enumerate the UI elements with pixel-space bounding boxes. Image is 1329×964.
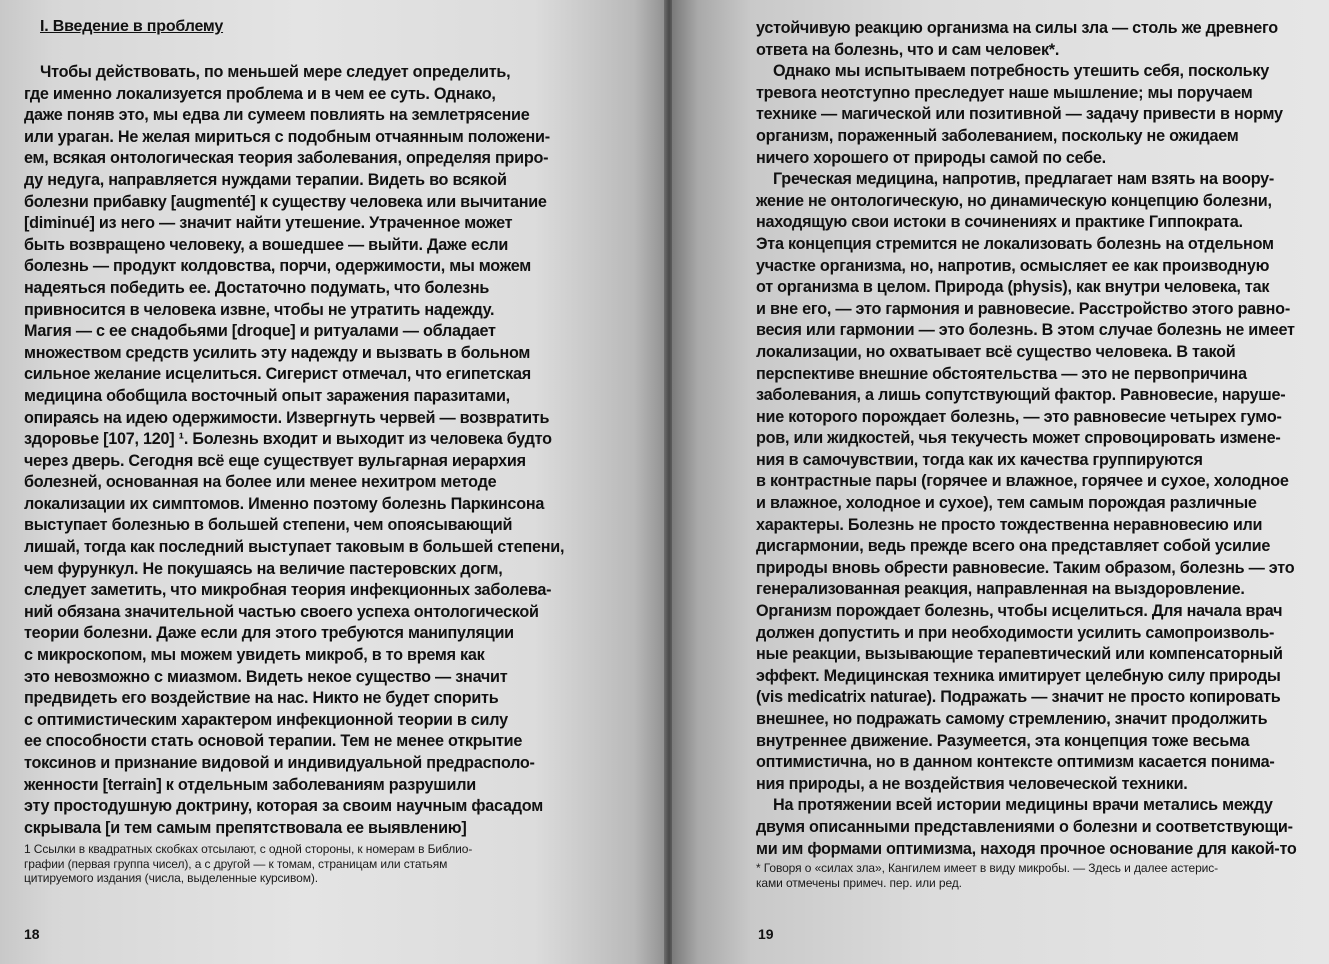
text-line: природы вновь обрести равновесие. Таким образом, болезнь — это <box>756 558 1295 577</box>
footnote-line: графии (первая группа чисел), а с другой — к томам, страницам или статьям <box>24 856 448 871</box>
text-line: оптимистична, но в данном контексте оптимизм касается понима- <box>756 753 1275 772</box>
text-line: женности [terrain] к отдельным заболеваниям разрушили <box>24 775 476 794</box>
right-page <box>672 0 1329 964</box>
text-line: находящую свои истоки в сочинениях и практике Гиппократа. <box>756 213 1243 232</box>
text-line: (vis medicatrix naturae). Подражать — значит не просто копировать <box>756 688 1281 707</box>
text-line: выступает болезнью в большей степени, чем опоясывающий <box>24 516 513 535</box>
text-line: Эта концепция стремится не локализовать болезнь на отдельном <box>756 234 1274 253</box>
left-footnote <box>24 842 472 886</box>
text-line: генерализованная реакция, направленная на выздоровление. <box>756 580 1245 599</box>
footnote-line: цитируемого издания (числа, выделенные курсивом). <box>24 871 319 885</box>
text-line: весия или гармонии — это болезнь. В этом случае болезнь не имеет <box>756 321 1295 340</box>
text-line: ния природы, а не воздействия человеческой техники. <box>756 774 1188 793</box>
text-line: внутреннее движение. Разумеется, эта концепция тоже весьма <box>756 731 1250 750</box>
text-line: привносится в человека извне, чтобы не утратить надежду. <box>24 300 495 319</box>
text-line: заболевания, а лишь сопутствующий фактор. Равновесие, наруше- <box>756 386 1286 405</box>
page-number-left: 18 <box>24 926 40 942</box>
text-line: должен допустить и при необходимости усилить самопроизволь- <box>756 623 1275 642</box>
text-line: и вне его, — это гармония и равновесие. Расстройство этого равно- <box>756 299 1290 318</box>
text-line: ем, всякая онтологическая теория заболевания, определяя приро- <box>24 149 549 168</box>
chapter-heading: I. Введение в проблему <box>40 18 224 35</box>
footnote-line: ками отмечены примеч. пер. или ред. <box>756 875 962 890</box>
text-line: от организма в целом. Природа (physis), как внутри человека, так <box>756 278 1270 297</box>
text-line: Организм порождает болезнь, чтобы исцелиться. Для начала врач <box>756 602 1283 621</box>
text-line: устойчивую реакцию организма на силы зла — столь же древнего <box>756 19 1278 37</box>
text-line: ее способности стать основой терапии. Тем не менее открытие <box>24 732 523 751</box>
text-line: эту простодушную доктрину, которая за своим научным фасадом <box>24 797 543 816</box>
text-line: ничего хорошего от природы самой по себе. <box>756 148 1106 167</box>
text-line: болезней, основанная на более или менее нехитром методе <box>24 473 497 492</box>
text-line: двумя описанными представлениями о болезни и соответствующи- <box>756 817 1293 836</box>
left-body-text <box>24 62 564 839</box>
text-line: дисгармонии, ведь прежде всего она представляет собой усилие <box>756 537 1271 556</box>
text-line: локализации их симптомов. Именно поэтому болезнь Паркинсона <box>24 494 545 513</box>
text-line: быть возвращено человеку, а вошедшее — выйти. Даже если <box>24 235 509 254</box>
right-footnote <box>756 861 1218 890</box>
text-line: характеры. Болезнь не просто тождественна неравновесию или <box>756 515 1263 534</box>
text-line: или ураган. Не желая мириться с подобным отчаянным положени- <box>24 127 550 146</box>
text-line: Магия — с ее снадобьями [droque] и ритуалами — обладает <box>24 322 496 341</box>
text-line: это невозможно с миазмом. Видеть некое существо — значит <box>24 667 508 686</box>
text-line: болезнь — продукт колдовства, порчи, одержимости, мы можем <box>24 257 532 276</box>
text-line: ные реакции, вызывающие терапевтический или компенсаторный <box>756 645 1283 664</box>
text-line: внешнее, но подражать самому стремлению, значит продолжить <box>756 710 1268 728</box>
text-line: с оптимистическим характером инфекционной теории в силу <box>24 710 508 729</box>
text-line: лишай, тогда как последний выступает таковым в большей степени, <box>24 538 565 557</box>
text-line: участке организма, но, напротив, осмысляет ее как производную <box>756 256 1270 275</box>
text-line: скрывала [и тем самым препятствовала ее выявлению] <box>24 818 467 837</box>
text-line: эффект. Медицинская техника имитирует целебную силу природы <box>756 666 1281 685</box>
text-line: опираясь на идею одержимости. Извергнуть червей — возвратить <box>24 408 550 427</box>
page-number-right: 19 <box>758 926 774 942</box>
footnote-line: 1 Ссылки в квадратных скобках отсылают, с одной стороны, к номерам в Библио- <box>24 842 473 856</box>
right-body-text <box>756 18 1297 860</box>
text-line: и влажное, холодное и сухое), тем самым порождая различные <box>756 494 1257 513</box>
text-line: ние которого порождает болезнь, — это равновесие четырех гумо- <box>756 407 1282 426</box>
text-line: чем фурункул. Не покушаясь на величие пастеровских догм, <box>24 559 503 578</box>
text-line: ний обязана значительной частью своего успеха онтологической <box>24 602 539 621</box>
text-line: локализации, но охватывает всё существо человека. В такой <box>756 342 1236 361</box>
footnote-line: * Говоря о «силах зла», Кангилем имеет в виду микробы. — Здесь и далее астерис- <box>756 861 1219 875</box>
text-line: ми им формами оптимизма, находя прочное основание для какой-то <box>756 839 1297 858</box>
text-line: ду недуга, направляется нуждами терапии. Видеть во всякой <box>24 170 507 189</box>
text-line: здоровье [107, 120] ¹. Болезнь входит и выходит из человека будто <box>24 430 552 449</box>
text-line: даже поняв это, мы едва ли сумеем повлиять на землетрясение <box>24 106 530 125</box>
text-line: жение не онтологическую, но динамическую концепцию болезни, <box>756 191 1272 210</box>
text-line: токсинов и признание видовой и индивидуальной предрасполо- <box>24 754 535 772</box>
text-line: Чтобы действовать, по меньшей мере следует определить, <box>40 63 511 81</box>
text-line: Греческая медицина, напротив, предлагает нам взять на воору- <box>773 170 1275 189</box>
text-line: тревога неотступно преследует наше мышление; мы поручаем <box>756 83 1253 102</box>
text-line: [diminué] из него — значит найти утешение. Утраченное может <box>24 214 513 233</box>
text-line: перспективе внешние обстоятельства — это не первопричина <box>756 364 1247 383</box>
text-line: организм, пораженный заболеванием, поскольку не ожидаем <box>756 126 1239 145</box>
text-line: сильное желание исцелиться. Сигерист отмечал, что египетская <box>24 365 531 384</box>
text-line: технике — магической или позитивной — задачу привести в норму <box>756 105 1283 124</box>
text-line: болезни прибавку [augmenté] к существу человека или вычитание <box>24 192 547 211</box>
text-line: медицина обобщила восточный опыт заражения паразитами, <box>24 386 510 405</box>
text-line: где именно локализуется проблема и в чем ее суть. Однако, <box>24 84 496 103</box>
text-line: ров, или жидкостей, чья текучесть может спровоцировать измене- <box>756 429 1281 448</box>
text-line: через дверь. Сегодня всё еще существует вульгарная иерархия <box>24 451 526 470</box>
text-line: теории болезни. Даже если для этого требуются манипуляции <box>24 624 514 643</box>
text-line: с микроскопом, мы можем увидеть микроб, в то время как <box>24 646 485 665</box>
text-line: ответа на болезнь, что и сам человек*. <box>756 40 1060 59</box>
text-line: Однако мы испытываем потребность утешить себя, поскольку <box>773 62 1269 81</box>
text-line: в контрастные пары (горячее и влажное, горячее и сухое, холодное <box>756 472 1289 491</box>
text-line: На протяжении всей истории медицины врачи метались между <box>773 796 1273 815</box>
text-line: следует заметить, что микробная теория инфекционных заболева- <box>24 581 552 600</box>
text-line: ния в самочувствии, тогда как их качества группируются <box>756 450 1203 469</box>
text-line: предвидеть его воздействие на нас. Никто не будет спорить <box>24 689 499 708</box>
text-line: множеством средств усилить эту надежду и вызвать в больном <box>24 343 531 362</box>
text-line: надеяться победить ее. Достаточно подумать, что болезнь <box>24 278 490 297</box>
